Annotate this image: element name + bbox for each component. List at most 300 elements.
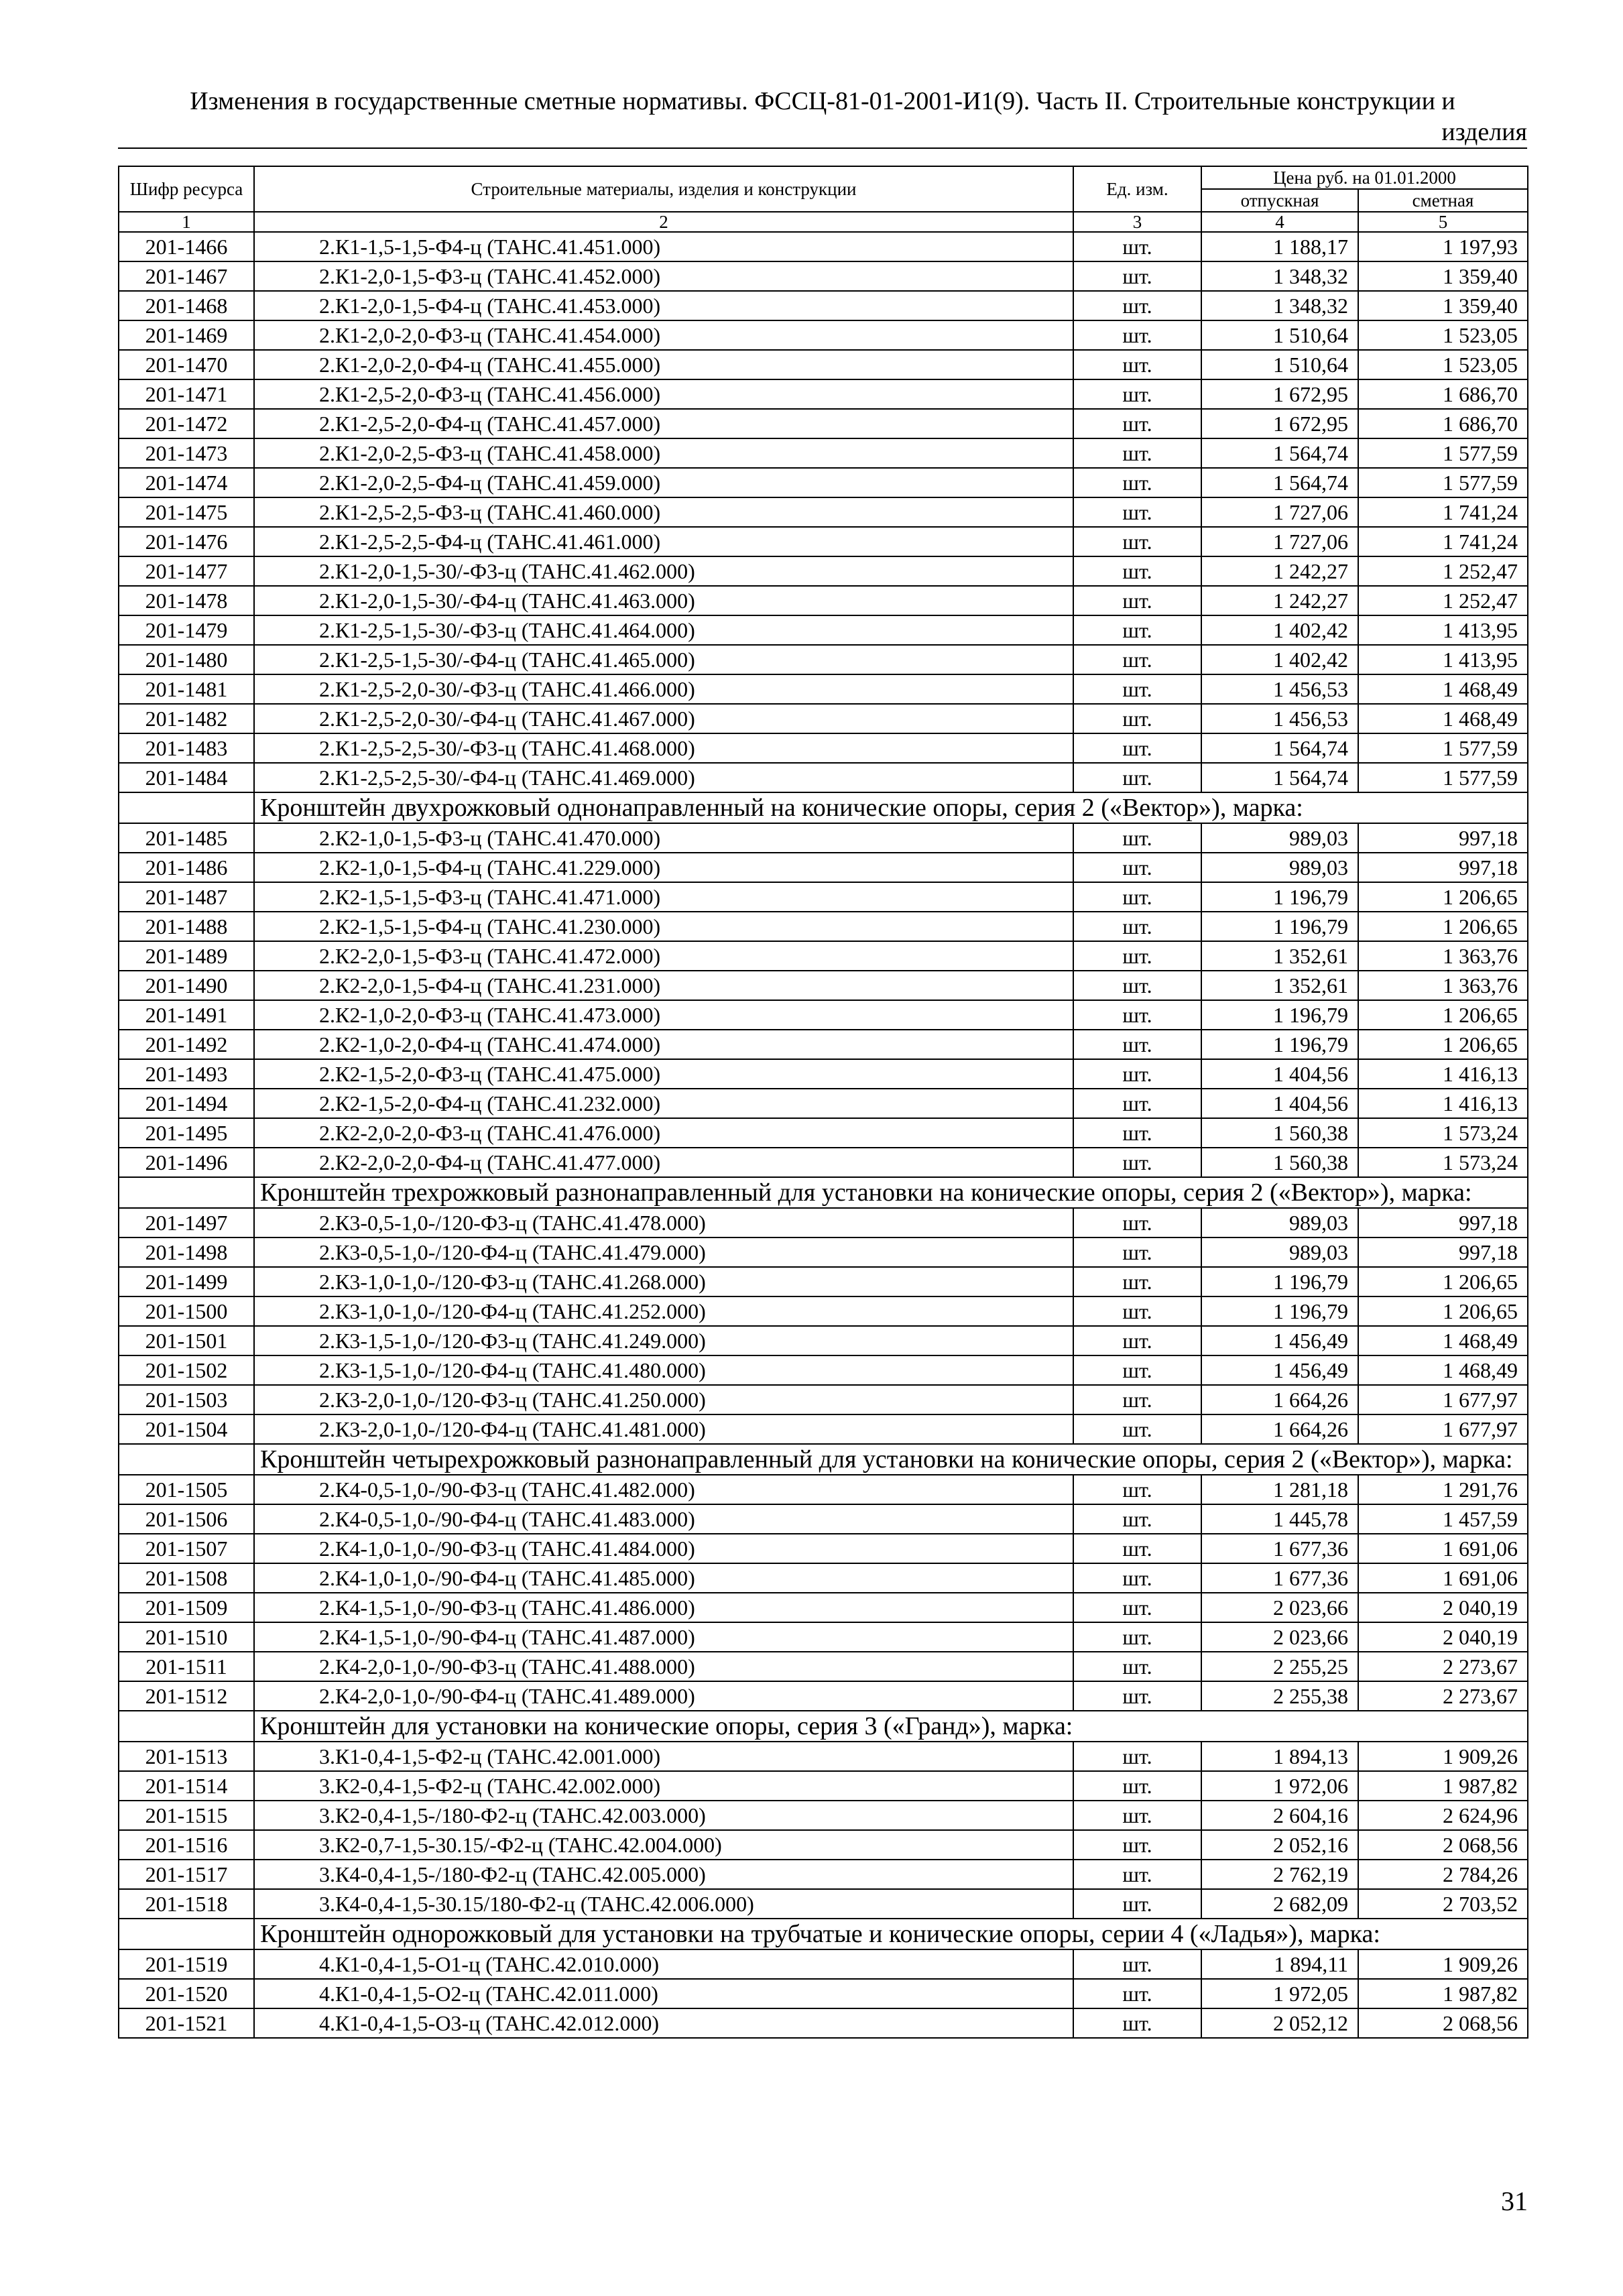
estimate-price-cell: 1 359,40 — [1358, 261, 1528, 291]
table-row — [119, 1148, 1528, 1177]
col-header-unit: Ед. изм. — [1073, 166, 1201, 212]
unit-cell: шт. — [1073, 941, 1201, 971]
release-price-cell: 1 196,79 — [1201, 1000, 1358, 1030]
unit-cell: шт. — [1073, 763, 1201, 792]
resource-code-cell: 201-1477 — [119, 556, 254, 586]
resource-code-cell: 201-1470 — [119, 350, 254, 379]
table-row — [119, 1504, 1528, 1534]
estimate-price-cell: 1 359,40 — [1358, 291, 1528, 320]
col-number: 2 — [254, 212, 1073, 232]
estimate-price-cell: 1 413,95 — [1358, 615, 1528, 645]
table-row — [119, 1118, 1528, 1148]
material-name-cell: 2.К2-1,0-1,5-Ф4-ц (ТАНС.41.229.000) — [254, 853, 1073, 882]
material-name-cell: 2.К2-1,5-2,0-Ф4-ц (ТАНС.41.232.000) — [254, 1089, 1073, 1118]
unit-cell: шт. — [1073, 1504, 1201, 1534]
col-header-code: Шифр ресурса — [119, 166, 254, 212]
resource-code-cell: 201-1512 — [119, 1681, 254, 1711]
material-name-cell: 2.К1-1,5-1,5-Ф4-ц (ТАНС.41.451.000) — [254, 232, 1073, 261]
table-row — [119, 468, 1528, 497]
release-price-cell: 1 972,05 — [1201, 1979, 1358, 2008]
estimate-price-cell: 2 784,26 — [1358, 1860, 1528, 1889]
material-name-cell: 2.К4-2,0-1,0-/90-Ф3-ц (ТАНС.41.488.000) — [254, 1652, 1073, 1681]
resource-code-cell: 201-1478 — [119, 586, 254, 615]
resource-code-cell: 201-1515 — [119, 1801, 254, 1830]
release-price-cell: 1 564,74 — [1201, 438, 1358, 468]
table-row — [119, 733, 1528, 763]
section-code-cell — [119, 1177, 254, 1208]
estimate-price-cell: 1 577,59 — [1358, 438, 1528, 468]
release-price-cell: 989,03 — [1201, 1208, 1358, 1237]
unit-cell: шт. — [1073, 1267, 1201, 1296]
release-price-cell: 1 348,32 — [1201, 261, 1358, 291]
table-row — [119, 1030, 1528, 1059]
material-name-cell: 2.К1-2,5-2,0-30/-Ф3-ц (ТАНС.41.466.000) — [254, 674, 1073, 704]
release-price-cell: 1 894,11 — [1201, 1949, 1358, 1979]
table-row — [119, 2008, 1528, 2038]
release-price-cell: 1 560,38 — [1201, 1118, 1358, 1148]
table-row — [119, 1771, 1528, 1801]
estimate-price-cell: 1 206,65 — [1358, 1030, 1528, 1059]
resource-code-cell: 201-1488 — [119, 912, 254, 941]
col-header-release: отпускная — [1201, 189, 1358, 212]
estimate-price-cell: 2 068,56 — [1358, 1830, 1528, 1860]
unit-cell: шт. — [1073, 1534, 1201, 1563]
page-number: 31 — [1501, 2186, 1528, 2216]
table-row — [119, 853, 1528, 882]
release-price-cell: 1 456,49 — [1201, 1326, 1358, 1355]
release-price-cell: 1 456,49 — [1201, 1355, 1358, 1385]
resource-code-cell: 201-1503 — [119, 1385, 254, 1414]
material-name-cell: 2.К4-0,5-1,0-/90-Ф3-ц (ТАНС.41.482.000) — [254, 1475, 1073, 1504]
table-row — [119, 320, 1528, 350]
table-row — [119, 1355, 1528, 1385]
table-row — [119, 438, 1528, 468]
release-price-cell: 1 352,61 — [1201, 971, 1358, 1000]
unit-cell: шт. — [1073, 645, 1201, 674]
estimate-price-cell: 1 252,47 — [1358, 586, 1528, 615]
table-row — [119, 674, 1528, 704]
table-row — [119, 1830, 1528, 1860]
material-name-cell: 3.К2-0,7-1,5-30.15/-Ф2-ц (ТАНС.42.004.000) — [254, 1830, 1073, 1860]
resource-code-cell: 201-1485 — [119, 823, 254, 853]
estimate-price-cell: 2 068,56 — [1358, 2008, 1528, 2038]
material-name-cell: 2.К4-1,0-1,0-/90-Ф4-ц (ТАНС.41.485.000) — [254, 1563, 1073, 1593]
estimate-price-cell: 1 206,65 — [1358, 1296, 1528, 1326]
section-code-cell — [119, 1444, 254, 1475]
unit-cell: шт. — [1073, 1385, 1201, 1414]
material-name-cell: 4.К1-0,4-1,5-О3-ц (ТАНС.42.012.000) — [254, 2008, 1073, 2038]
estimate-price-cell: 1 206,65 — [1358, 912, 1528, 941]
material-name-cell: 2.К1-2,0-1,5-30/-Ф4-ц (ТАНС.41.463.000) — [254, 586, 1073, 615]
estimate-price-cell: 1 416,13 — [1358, 1059, 1528, 1089]
release-price-cell: 2 255,38 — [1201, 1681, 1358, 1711]
resource-code-cell: 201-1513 — [119, 1742, 254, 1771]
estimate-price-cell: 1 909,26 — [1358, 1949, 1528, 1979]
unit-cell: шт. — [1073, 674, 1201, 704]
resource-code-cell: 201-1467 — [119, 261, 254, 291]
estimate-price-cell: 1 573,24 — [1358, 1148, 1528, 1177]
table-row — [119, 941, 1528, 971]
material-name-cell: 2.К1-2,5-2,0-Ф4-ц (ТАНС.41.457.000) — [254, 409, 1073, 438]
table-row — [119, 379, 1528, 409]
material-name-cell: 2.К1-2,0-2,0-Ф4-ц (ТАНС.41.455.000) — [254, 350, 1073, 379]
release-price-cell: 1 510,64 — [1201, 320, 1358, 350]
material-name-cell: 2.К4-1,5-1,0-/90-Ф4-ц (ТАНС.41.487.000) — [254, 1622, 1073, 1652]
unit-cell: шт. — [1073, 1681, 1201, 1711]
material-name-cell: 2.К3-2,0-1,0-/120-Ф3-ц (ТАНС.41.250.000) — [254, 1385, 1073, 1414]
release-price-cell: 2 604,16 — [1201, 1801, 1358, 1830]
resource-code-cell: 201-1501 — [119, 1326, 254, 1355]
estimate-price-cell: 1 577,59 — [1358, 733, 1528, 763]
estimate-price-cell: 1 677,97 — [1358, 1414, 1528, 1444]
table-row — [119, 645, 1528, 674]
unit-cell: шт. — [1073, 1296, 1201, 1326]
unit-cell: шт. — [1073, 1414, 1201, 1444]
unit-cell: шт. — [1073, 497, 1201, 527]
release-price-cell: 989,03 — [1201, 1237, 1358, 1267]
section-header-row — [119, 1177, 1528, 1208]
section-title: Кронштейн однорожковый для установки на трубчатые и конические опоры, серии 4 («Ладья»), марка: — [254, 1919, 1528, 1949]
release-price-cell: 2 052,12 — [1201, 2008, 1358, 2038]
estimate-price-cell: 1 468,49 — [1358, 1326, 1528, 1355]
release-price-cell: 1 242,27 — [1201, 556, 1358, 586]
estimate-price-cell: 1 987,82 — [1358, 1979, 1528, 2008]
resource-code-cell: 201-1472 — [119, 409, 254, 438]
estimate-price-cell: 1 686,70 — [1358, 409, 1528, 438]
table-row — [119, 261, 1528, 291]
material-name-cell: 2.К2-2,0-2,0-Ф4-ц (ТАНС.41.477.000) — [254, 1148, 1073, 1177]
table-row — [119, 763, 1528, 792]
estimate-price-cell: 1 909,26 — [1358, 1742, 1528, 1771]
release-price-cell: 1 348,32 — [1201, 291, 1358, 320]
release-price-cell: 2 682,09 — [1201, 1889, 1358, 1919]
material-name-cell: 2.К1-2,5-2,5-Ф3-ц (ТАНС.41.460.000) — [254, 497, 1073, 527]
unit-cell: шт. — [1073, 1237, 1201, 1267]
release-price-cell: 1 402,42 — [1201, 615, 1358, 645]
material-name-cell: 2.К3-0,5-1,0-/120-Ф3-ц (ТАНС.41.478.000) — [254, 1208, 1073, 1237]
table-row — [119, 1563, 1528, 1593]
unit-cell: шт. — [1073, 823, 1201, 853]
release-price-cell: 1 972,06 — [1201, 1771, 1358, 1801]
table-row — [119, 1414, 1528, 1444]
unit-cell: шт. — [1073, 1089, 1201, 1118]
material-name-cell: 2.К3-2,0-1,0-/120-Ф4-ц (ТАНС.41.481.000) — [254, 1414, 1073, 1444]
estimate-price-cell: 1 741,24 — [1358, 527, 1528, 556]
unit-cell: шт. — [1073, 1652, 1201, 1681]
col-header-price: Цена руб. на 01.01.2000 — [1201, 166, 1528, 189]
section-title: Кронштейн четырехрожковый разнонаправленный для установки на конические опоры, серия 2 («Вектор»), марка: — [254, 1444, 1528, 1475]
resource-code-cell: 201-1498 — [119, 1237, 254, 1267]
resource-code-cell: 201-1519 — [119, 1949, 254, 1979]
resource-code-cell: 201-1481 — [119, 674, 254, 704]
resource-code-cell: 201-1496 — [119, 1148, 254, 1177]
resource-code-cell: 201-1479 — [119, 615, 254, 645]
unit-cell: шт. — [1073, 1208, 1201, 1237]
material-name-cell: 2.К2-1,5-1,5-Ф4-ц (ТАНС.41.230.000) — [254, 912, 1073, 941]
estimate-price-cell: 997,18 — [1358, 1208, 1528, 1237]
table-row — [119, 823, 1528, 853]
resource-code-cell: 201-1504 — [119, 1414, 254, 1444]
estimate-price-cell: 1 291,76 — [1358, 1475, 1528, 1504]
material-name-cell: 2.К2-2,0-1,5-Ф4-ц (ТАНС.41.231.000) — [254, 971, 1073, 1000]
release-price-cell: 1 672,95 — [1201, 379, 1358, 409]
resource-code-cell: 201-1518 — [119, 1889, 254, 1919]
unit-cell: шт. — [1073, 350, 1201, 379]
resource-code-cell: 201-1482 — [119, 704, 254, 733]
estimate-price-cell: 2 624,96 — [1358, 1801, 1528, 1830]
table-row — [119, 882, 1528, 912]
page-header — [118, 86, 1527, 149]
table-row — [119, 409, 1528, 438]
unit-cell: шт. — [1073, 1030, 1201, 1059]
col-number: 1 — [119, 212, 254, 232]
material-name-cell: 2.К1-2,0-2,5-Ф4-ц (ТАНС.41.459.000) — [254, 468, 1073, 497]
material-name-cell: 3.К2-0,4-1,5-Ф2-ц (ТАНС.42.002.000) — [254, 1771, 1073, 1801]
unit-cell: шт. — [1073, 320, 1201, 350]
estimate-price-cell: 2 273,67 — [1358, 1681, 1528, 1711]
resource-code-cell: 201-1473 — [119, 438, 254, 468]
header-line-1: Изменения в государственные сметные нормативы. ФССЦ-81-01-2001-И1(9). Часть II. Строительные конструкции и — [190, 87, 1455, 115]
material-name-cell: 2.К4-1,0-1,0-/90-Ф3-ц (ТАНС.41.484.000) — [254, 1534, 1073, 1563]
estimate-price-cell: 997,18 — [1358, 853, 1528, 882]
release-price-cell: 1 727,06 — [1201, 527, 1358, 556]
estimate-price-cell: 2 040,19 — [1358, 1622, 1528, 1652]
header-line-2: изделия — [1441, 118, 1527, 146]
resource-code-cell: 201-1502 — [119, 1355, 254, 1385]
col-number: 5 — [1358, 212, 1528, 232]
material-name-cell: 2.К3-1,0-1,0-/120-Ф4-ц (ТАНС.41.252.000) — [254, 1296, 1073, 1326]
material-name-cell: 2.К4-2,0-1,0-/90-Ф4-ц (ТАНС.41.489.000) — [254, 1681, 1073, 1711]
release-price-cell: 1 894,13 — [1201, 1742, 1358, 1771]
material-name-cell: 2.К4-0,5-1,0-/90-Ф4-ц (ТАНС.41.483.000) — [254, 1504, 1073, 1534]
material-name-cell: 2.К3-1,5-1,0-/120-Ф4-ц (ТАНС.41.480.000) — [254, 1355, 1073, 1385]
release-price-cell: 1 404,56 — [1201, 1089, 1358, 1118]
estimate-price-cell: 1 677,97 — [1358, 1385, 1528, 1414]
resource-code-cell: 201-1474 — [119, 468, 254, 497]
material-name-cell: 2.К3-1,0-1,0-/120-Ф3-ц (ТАНС.41.268.000) — [254, 1267, 1073, 1296]
price-table — [118, 166, 1528, 2039]
material-name-cell: 2.К2-1,0-1,5-Ф3-ц (ТАНС.41.470.000) — [254, 823, 1073, 853]
estimate-price-cell: 1 468,49 — [1358, 674, 1528, 704]
material-name-cell: 2.К3-1,5-1,0-/120-Ф3-ц (ТАНС.41.249.000) — [254, 1326, 1073, 1355]
unit-cell: шт. — [1073, 1326, 1201, 1355]
unit-cell: шт. — [1073, 1771, 1201, 1801]
table-row — [119, 1742, 1528, 1771]
estimate-price-cell: 1 468,49 — [1358, 704, 1528, 733]
estimate-price-cell: 997,18 — [1358, 823, 1528, 853]
estimate-price-cell: 2 040,19 — [1358, 1593, 1528, 1622]
table-row — [119, 1059, 1528, 1089]
table-row — [119, 291, 1528, 320]
section-header-row — [119, 1919, 1528, 1949]
section-title: Кронштейн трехрожковый разнонаправленный для установки на конические опоры, серия 2 («Вектор»), марка: — [254, 1177, 1528, 1208]
section-header-row — [119, 792, 1528, 823]
estimate-price-cell: 1 206,65 — [1358, 1267, 1528, 1296]
estimate-price-cell: 1 577,59 — [1358, 468, 1528, 497]
table-row — [119, 1267, 1528, 1296]
col-number: 3 — [1073, 212, 1201, 232]
table-row — [119, 232, 1528, 261]
release-price-cell: 1 664,26 — [1201, 1385, 1358, 1414]
unit-cell: шт. — [1073, 1622, 1201, 1652]
resource-code-cell: 201-1486 — [119, 853, 254, 882]
unit-cell: шт. — [1073, 1742, 1201, 1771]
unit-cell: шт. — [1073, 615, 1201, 645]
table-row — [119, 556, 1528, 586]
table-row — [119, 1889, 1528, 1919]
resource-code-cell: 201-1493 — [119, 1059, 254, 1089]
resource-code-cell: 201-1510 — [119, 1622, 254, 1652]
material-name-cell: 2.К1-2,0-2,5-Ф3-ц (ТАНС.41.458.000) — [254, 438, 1073, 468]
material-name-cell: 2.К1-2,5-2,0-Ф3-ц (ТАНС.41.456.000) — [254, 379, 1073, 409]
unit-cell: шт. — [1073, 291, 1201, 320]
estimate-price-cell: 1 206,65 — [1358, 1000, 1528, 1030]
release-price-cell: 1 727,06 — [1201, 497, 1358, 527]
material-name-cell: 2.К1-2,5-2,5-Ф4-ц (ТАНС.41.461.000) — [254, 527, 1073, 556]
col-number: 4 — [1201, 212, 1358, 232]
release-price-cell: 1 510,64 — [1201, 350, 1358, 379]
section-header-row — [119, 1444, 1528, 1475]
material-name-cell: 2.К3-0,5-1,0-/120-Ф4-ц (ТАНС.41.479.000) — [254, 1237, 1073, 1267]
unit-cell: шт. — [1073, 853, 1201, 882]
material-name-cell: 2.К2-1,5-1,5-Ф3-ц (ТАНС.41.471.000) — [254, 882, 1073, 912]
table-body — [119, 232, 1528, 2038]
estimate-price-cell: 1 987,82 — [1358, 1771, 1528, 1801]
release-price-cell: 1 352,61 — [1201, 941, 1358, 971]
resource-code-cell: 201-1480 — [119, 645, 254, 674]
unit-cell: шт. — [1073, 438, 1201, 468]
table-row — [119, 527, 1528, 556]
estimate-price-cell: 1 577,59 — [1358, 763, 1528, 792]
resource-code-cell: 201-1506 — [119, 1504, 254, 1534]
estimate-price-cell: 1 363,76 — [1358, 941, 1528, 971]
table-row — [119, 1326, 1528, 1355]
resource-code-cell: 201-1508 — [119, 1563, 254, 1593]
estimate-price-cell: 1 363,76 — [1358, 971, 1528, 1000]
estimate-price-cell: 1 741,24 — [1358, 497, 1528, 527]
estimate-price-cell: 1 468,49 — [1358, 1355, 1528, 1385]
resource-code-cell: 201-1517 — [119, 1860, 254, 1889]
estimate-price-cell: 1 413,95 — [1358, 645, 1528, 674]
unit-cell: шт. — [1073, 1801, 1201, 1830]
unit-cell: шт. — [1073, 1889, 1201, 1919]
table-row — [119, 1089, 1528, 1118]
resource-code-cell: 201-1499 — [119, 1267, 254, 1296]
unit-cell: шт. — [1073, 409, 1201, 438]
table-row — [119, 971, 1528, 1000]
table-row — [119, 1534, 1528, 1563]
table-row — [119, 1801, 1528, 1830]
table-row — [119, 912, 1528, 941]
resource-code-cell: 201-1471 — [119, 379, 254, 409]
material-name-cell: 2.К2-2,0-2,0-Ф3-ц (ТАНС.41.476.000) — [254, 1118, 1073, 1148]
release-price-cell: 1 456,53 — [1201, 674, 1358, 704]
estimate-price-cell: 1 457,59 — [1358, 1504, 1528, 1534]
release-price-cell: 1 196,79 — [1201, 912, 1358, 941]
estimate-price-cell: 1 206,65 — [1358, 882, 1528, 912]
table-row — [119, 704, 1528, 733]
resource-code-cell: 201-1468 — [119, 291, 254, 320]
release-price-cell: 1 672,95 — [1201, 409, 1358, 438]
resource-code-cell: 201-1507 — [119, 1534, 254, 1563]
estimate-price-cell: 1 523,05 — [1358, 350, 1528, 379]
release-price-cell: 2 255,25 — [1201, 1652, 1358, 1681]
section-title: Кронштейн двухрожковый однонаправленный на конические опоры, серия 2 («Вектор»), марка: — [254, 792, 1528, 823]
table-row — [119, 1475, 1528, 1504]
material-name-cell: 3.К1-0,4-1,5-Ф2-ц (ТАНС.42.001.000) — [254, 1742, 1073, 1771]
material-name-cell: 4.К1-0,4-1,5-О1-ц (ТАНС.42.010.000) — [254, 1949, 1073, 1979]
resource-code-cell: 201-1500 — [119, 1296, 254, 1326]
release-price-cell: 1 402,42 — [1201, 645, 1358, 674]
table-row — [119, 1979, 1528, 2008]
release-price-cell: 1 664,26 — [1201, 1414, 1358, 1444]
material-name-cell: 3.К4-0,4-1,5-/180-Ф2-ц (ТАНС.42.005.000) — [254, 1860, 1073, 1889]
resource-code-cell: 201-1491 — [119, 1000, 254, 1030]
release-price-cell: 2 023,66 — [1201, 1622, 1358, 1652]
unit-cell: шт. — [1073, 1979, 1201, 2008]
release-price-cell: 1 196,79 — [1201, 1030, 1358, 1059]
table-row — [119, 1208, 1528, 1237]
estimate-price-cell: 1 691,06 — [1358, 1534, 1528, 1563]
release-price-cell: 1 564,74 — [1201, 763, 1358, 792]
estimate-price-cell: 1 252,47 — [1358, 556, 1528, 586]
unit-cell: шт. — [1073, 232, 1201, 261]
release-price-cell: 1 564,74 — [1201, 733, 1358, 763]
material-name-cell: 2.К1-2,0-1,5-Ф4-ц (ТАНС.41.453.000) — [254, 291, 1073, 320]
table-row — [119, 586, 1528, 615]
unit-cell: шт. — [1073, 971, 1201, 1000]
unit-cell: шт. — [1073, 1118, 1201, 1148]
resource-code-cell: 201-1489 — [119, 941, 254, 971]
material-name-cell: 2.К1-2,0-1,5-Ф3-ц (ТАНС.41.452.000) — [254, 261, 1073, 291]
table-row — [119, 1385, 1528, 1414]
resource-code-cell: 201-1495 — [119, 1118, 254, 1148]
unit-cell: шт. — [1073, 1860, 1201, 1889]
release-price-cell: 1 196,79 — [1201, 1296, 1358, 1326]
unit-cell: шт. — [1073, 1593, 1201, 1622]
table-row — [119, 1000, 1528, 1030]
section-code-cell — [119, 792, 254, 823]
resource-code-cell: 201-1509 — [119, 1593, 254, 1622]
resource-code-cell: 201-1514 — [119, 1771, 254, 1801]
unit-cell: шт. — [1073, 527, 1201, 556]
unit-cell: шт. — [1073, 556, 1201, 586]
release-price-cell: 1 677,36 — [1201, 1534, 1358, 1563]
estimate-price-cell: 2 273,67 — [1358, 1652, 1528, 1681]
release-price-cell: 1 445,78 — [1201, 1504, 1358, 1534]
estimate-price-cell: 1 573,24 — [1358, 1118, 1528, 1148]
material-name-cell: 2.К2-1,0-2,0-Ф3-ц (ТАНС.41.473.000) — [254, 1000, 1073, 1030]
release-price-cell: 1 196,79 — [1201, 882, 1358, 912]
resource-code-cell: 201-1521 — [119, 2008, 254, 2038]
table-row — [119, 1949, 1528, 1979]
estimate-price-cell: 1 523,05 — [1358, 320, 1528, 350]
material-name-cell: 2.К1-2,5-2,5-30/-Ф4-ц (ТАНС.41.469.000) — [254, 763, 1073, 792]
material-name-cell: 2.К2-2,0-1,5-Ф3-ц (ТАНС.41.472.000) — [254, 941, 1073, 971]
unit-cell: шт. — [1073, 704, 1201, 733]
estimate-price-cell: 1 691,06 — [1358, 1563, 1528, 1593]
estimate-price-cell: 1 416,13 — [1358, 1089, 1528, 1118]
material-name-cell: 2.К2-1,5-2,0-Ф3-ц (ТАНС.41.475.000) — [254, 1059, 1073, 1089]
release-price-cell: 1 560,38 — [1201, 1148, 1358, 1177]
material-name-cell: 2.К1-2,5-2,5-30/-Ф3-ц (ТАНС.41.468.000) — [254, 733, 1073, 763]
unit-cell: шт. — [1073, 379, 1201, 409]
material-name-cell: 2.К4-1,5-1,0-/90-Ф3-ц (ТАНС.41.486.000) — [254, 1593, 1073, 1622]
section-title: Кронштейн для установки на конические опоры, серия 3 («Гранд»), марка: — [254, 1711, 1528, 1742]
unit-cell: шт. — [1073, 586, 1201, 615]
material-name-cell: 2.К1-2,5-2,0-30/-Ф4-ц (ТАНС.41.467.000) — [254, 704, 1073, 733]
estimate-price-cell: 1 197,93 — [1358, 232, 1528, 261]
